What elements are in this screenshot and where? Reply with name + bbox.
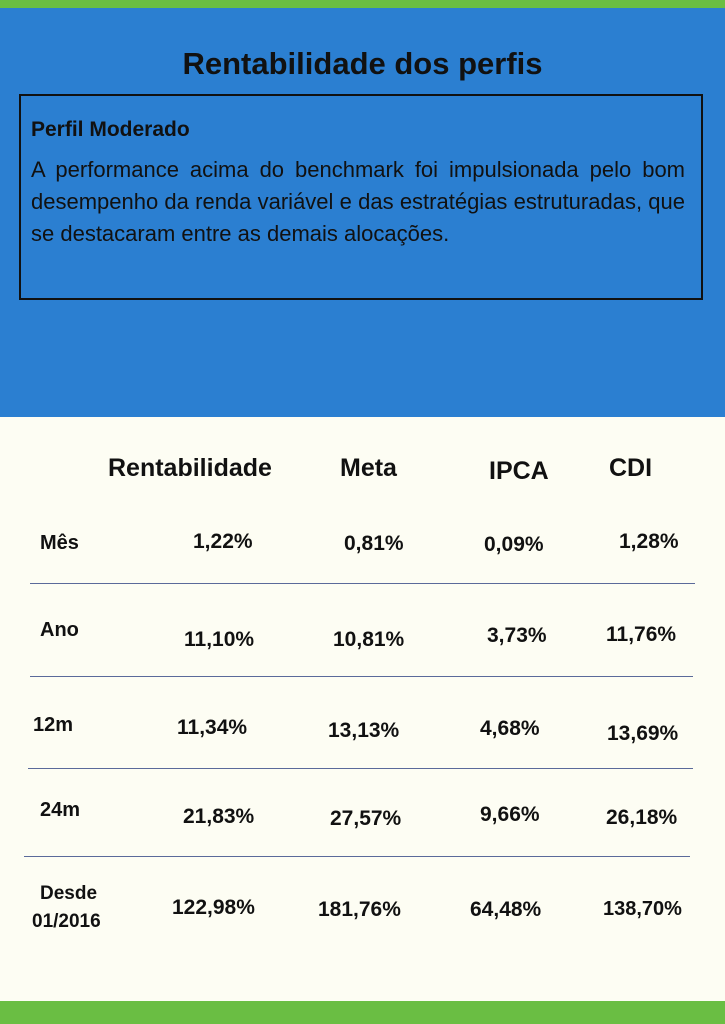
cell-mes-rentabilidade: 1,22% (193, 530, 253, 553)
row-separator (30, 583, 695, 584)
cell-ano-ipca: 3,73% (487, 624, 547, 647)
row-label-desde-line1: Desde (40, 883, 98, 904)
cell-desde-cdi: 138,70% (603, 898, 682, 920)
row-label-12m: 12m (33, 714, 74, 736)
cell-ano-meta: 10,81% (333, 628, 405, 651)
bottom-green-band (0, 1001, 725, 1024)
cell-ano-rentabilidade: 11,10% (184, 628, 255, 651)
cell-12m-ipca: 4,68% (480, 717, 540, 740)
cell-24m-rentabilidade: 21,83% (183, 805, 255, 828)
column-header-meta: Meta (340, 454, 397, 482)
column-header-rentabilidade: Rentabilidade (108, 454, 272, 482)
row-label-24m: 24m (40, 799, 81, 821)
page-title: Rentabilidade dos perfis (182, 46, 543, 81)
profile-heading: Perfil Moderado (31, 118, 190, 141)
cell-24m-cdi: 26,18% (606, 806, 678, 829)
row-separator (30, 676, 693, 677)
row-separator (28, 768, 693, 769)
cell-12m-cdi: 13,69% (607, 722, 679, 745)
cell-12m-meta: 13,13% (328, 719, 400, 742)
cell-mes-ipca: 0,09% (484, 533, 544, 556)
cell-12m-rentabilidade: 11,34% (177, 716, 248, 739)
cell-mes-meta: 0,81% (344, 532, 404, 555)
cell-mes-cdi: 1,28% (619, 530, 679, 553)
cell-24m-meta: 27,57% (330, 807, 402, 830)
row-label-mes: Mês (40, 532, 79, 554)
row-label-desde-line2: 01/2016 (32, 911, 101, 932)
cell-desde-rentabilidade: 122,98% (172, 896, 255, 919)
profile-note-box (19, 94, 703, 300)
row-separator (24, 856, 690, 857)
cell-ano-cdi: 11,76% (606, 623, 677, 646)
column-header-cdi: CDI (609, 454, 653, 482)
cell-24m-ipca: 9,66% (480, 803, 540, 826)
column-header-ipca: IPCA (489, 457, 549, 485)
cell-desde-ipca: 64,48% (470, 898, 542, 921)
row-label-ano: Ano (40, 619, 79, 641)
cell-desde-meta: 181,76% (318, 898, 401, 921)
profile-description: A performance acima do benchmark foi impulsionada pelo bom desempenho da renda variável e das estratégias estruturadas, que se destacaram entre as demais alocações. (31, 157, 685, 246)
